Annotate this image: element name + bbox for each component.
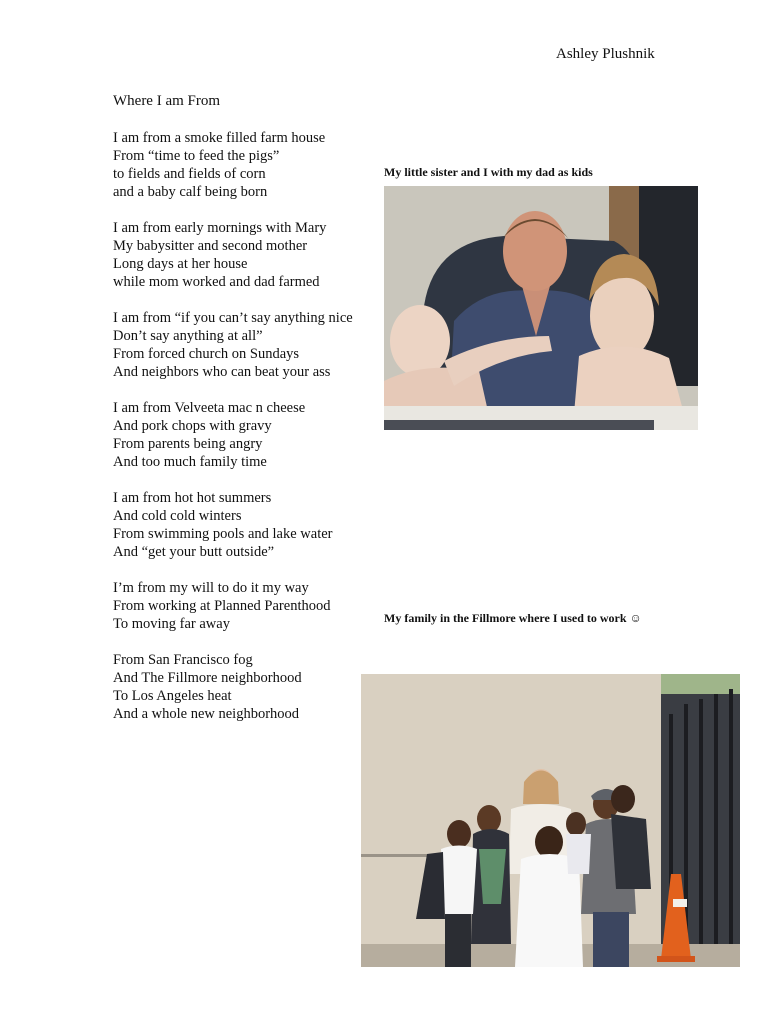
poem-line: And neighbors who can beat your ass: [113, 364, 331, 380]
poem-line: I am from hot hot summers: [113, 490, 272, 506]
author-name: Ashley Plushnik: [556, 46, 655, 62]
poem-line: while mom worked and dad farmed: [113, 274, 320, 290]
poem-line: And a whole new neighborhood: [113, 706, 300, 722]
stanza: [113, 309, 373, 381]
poem-line: From San Francisco fog: [113, 652, 253, 668]
poem-line: I am from a smoke filled farm house: [113, 130, 326, 146]
poem-line: To Los Angeles heat: [113, 688, 232, 704]
poem-line: I am from early mornings with Mary: [113, 220, 327, 236]
poem-line: From forced church on Sundays: [113, 346, 300, 362]
stanza: [113, 579, 373, 633]
stanza: [113, 489, 373, 561]
stanza: [113, 219, 373, 291]
photo-caption-family-kids: My little sister and I with my dad as kids: [384, 165, 593, 179]
poem-line: And “get your butt outside”: [113, 544, 275, 560]
poem-line: Long days at her house: [113, 256, 248, 272]
poem-body: [113, 129, 373, 741]
stanza: [113, 651, 373, 723]
poem-line: From “time to feed the pigs”: [113, 148, 280, 164]
photo-caption-fillmore: My family in the Fillmore where I used to work ☺: [384, 611, 642, 625]
poem-line: and a baby calf being born: [113, 184, 268, 200]
poem-line: And pork chops with gravy: [113, 418, 272, 434]
poem-line: From swimming pools and lake water: [113, 526, 333, 542]
poem-line: From working at Planned Parenthood: [113, 598, 331, 614]
poem-line: From parents being angry: [113, 436, 263, 452]
poem-line: Don’t say anything at all”: [113, 328, 263, 344]
stanza: [113, 129, 373, 201]
poem-line: And too much family time: [113, 454, 267, 470]
poem-line: to fields and fields of corn: [113, 166, 266, 182]
poem-line: My babysitter and second mother: [113, 238, 308, 254]
poem-line: I am from “if you can’t say anything nice: [113, 310, 353, 326]
family-photo-dad-and-kids: [384, 186, 698, 430]
poem-line: And cold cold winters: [113, 508, 242, 524]
poem-title: Where I am From: [113, 93, 221, 109]
poem-line: I am from Velveeta mac n cheese: [113, 400, 306, 416]
stanza: [113, 399, 373, 471]
poem-line: To moving far away: [113, 616, 230, 632]
poem-line: I’m from my will to do it my way: [113, 580, 309, 596]
family-photo-fillmore: [361, 674, 740, 967]
poem-line: And The Fillmore neighborhood: [113, 670, 302, 686]
